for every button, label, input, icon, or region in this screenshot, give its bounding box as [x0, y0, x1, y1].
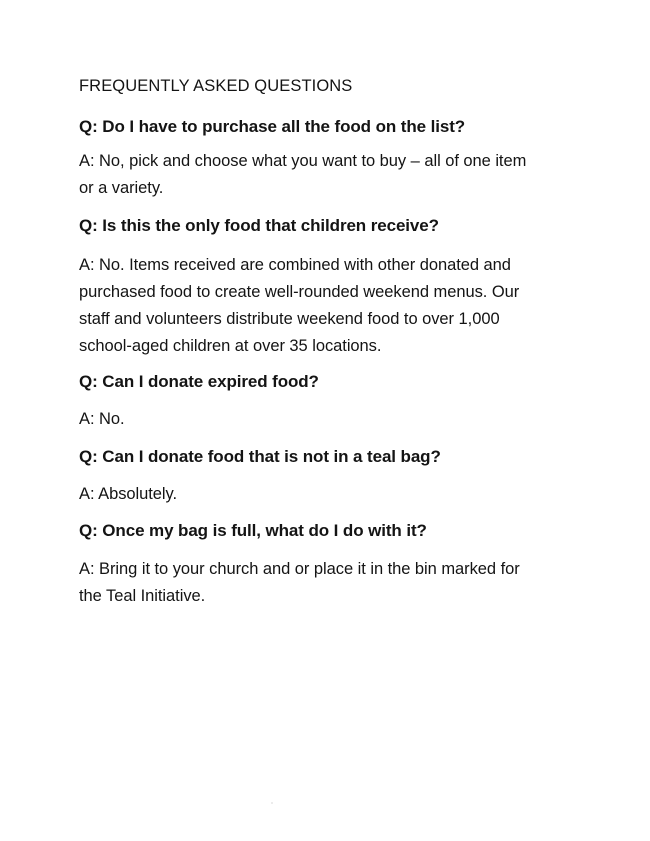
- faq-answer: [79, 556, 579, 610]
- faq-answer-line: school-aged children at over 35 locations.: [79, 337, 382, 355]
- faq-question: Q: Do I have to purchase all the food on the list?: [79, 117, 466, 136]
- scan-speck: [271, 802, 273, 804]
- faq-answer-line: A: No. Items received are combined with other donated and: [79, 256, 511, 274]
- faq-answer-line: A: Bring it to your church and or place it in the bin marked for: [79, 560, 520, 578]
- faq-answer-line: A: Absolutely.: [79, 485, 178, 503]
- page-title: FREQUENTLY ASKED QUESTIONS: [79, 77, 353, 95]
- faq-answer-line: A: No.: [79, 410, 125, 428]
- faq-answer-line: staff and volunteers distribute weekend food to over 1,000: [79, 310, 500, 328]
- faq-answer: [79, 406, 579, 433]
- faq-answer-line: A: No, pick and choose what you want to buy – all of one item: [79, 152, 527, 170]
- faq-answer: [79, 481, 579, 508]
- faq-answer: [79, 252, 579, 360]
- faq-question: Q: Is this the only food that children receive?: [79, 216, 439, 235]
- faq-question: Q: Once my bag is full, what do I do with it?: [79, 521, 427, 540]
- faq-question: Q: Can I donate food that is not in a teal bag?: [79, 447, 441, 466]
- faq-answer-line: purchased food to create well-rounded weekend menus. Our: [79, 283, 520, 301]
- faq-answer: [79, 148, 579, 202]
- faq-answer-line: or a variety.: [79, 179, 164, 197]
- faq-answer-line: the Teal Initiative.: [79, 587, 206, 605]
- faq-question: Q: Can I donate expired food?: [79, 372, 319, 391]
